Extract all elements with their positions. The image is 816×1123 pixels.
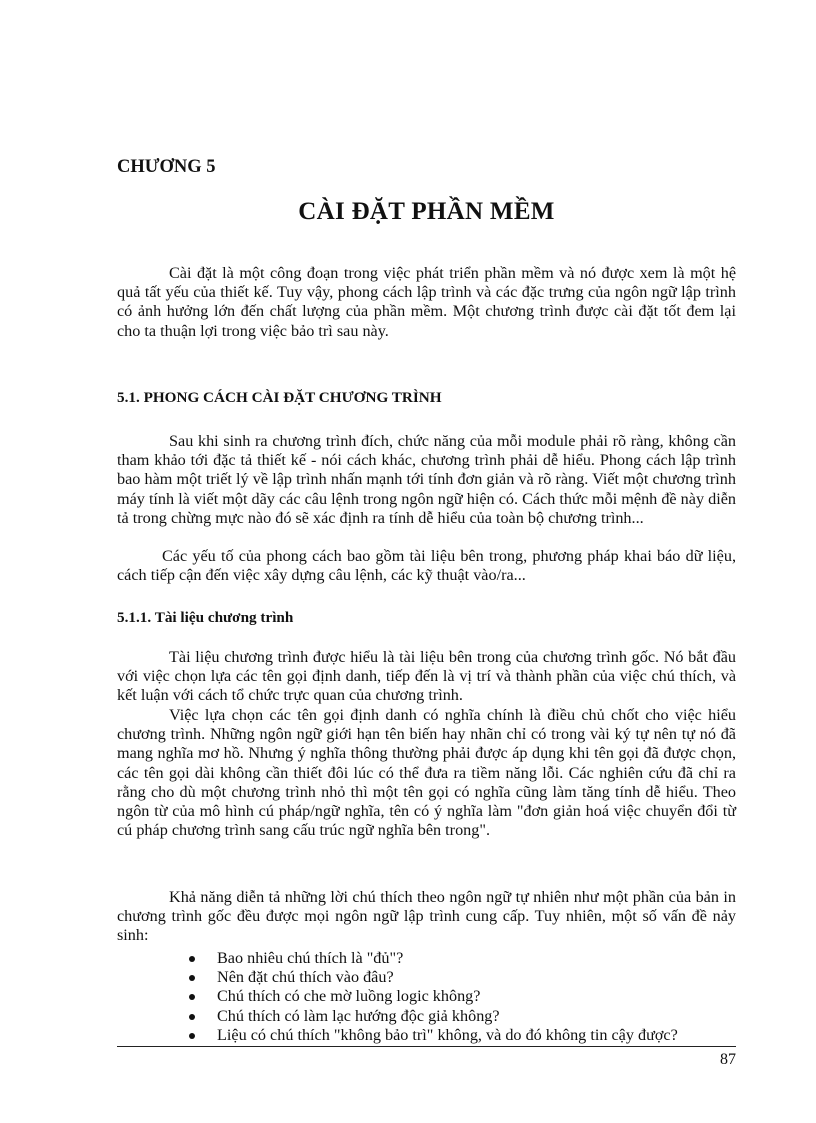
bullet-icon	[189, 994, 195, 1000]
list-item: Bao nhiêu chú thích là "đủ"?	[117, 949, 736, 968]
subsection-heading: 5.1.1. Tài liệu chương trình	[117, 609, 294, 626]
list-item: Nên đặt chú thích vào đâu?	[117, 968, 736, 987]
chapter-title: CÀI ĐẶT PHẦN MỀM	[298, 198, 555, 225]
bullet-icon	[189, 975, 195, 981]
list-item: Liệu có chú thích "không bảo trì" không, và do đó không tin cậy được?	[117, 1026, 736, 1045]
subsection-paragraph-2: Việc lựa chọn các tên gọi định danh có nghĩa chính là điều chủ chốt cho việc hiểu chương trình. Những ngôn ngữ giới hạn tên biến hay nhãn chỉ có trong vài ký tự nên tự nó đã mang nghĩa mơ hồ. Nhưng ý nghĩa thông thường phải được áp dụng khi tên gọi đã được chọn, các tên gọi dài không cần thiết đôi lúc có thể đưa ra tiềm năng lỗi. Các nghiên cứu đã chỉ ra rằng cho dù một chương trình nhỏ thì một tên gọi có nghĩa cũng làm tăng tính dễ hiểu. Theo ngôn từ của mô hình cú pháp/ngữ nghĩa, tên có ý nghĩa làm "đơn giản hoá việc chuyển đổi từ cú pháp chương trình sang cấu trúc ngữ nghĩa bên trong".	[117, 706, 736, 840]
section-paragraph-1: Sau khi sinh ra chương trình đích, chức năng của mỗi module phải rõ ràng, không cần tham khảo tới đặc tả thiết kế - nói cách khác, chương trình phải dễ hiểu. Phong cách lập trình bao hàm một triết lý về lập trình nhấn mạnh tới tính đơn giản và rõ ràng. Viết một chương trình máy tính là viết một dãy các câu lệnh trong ngôn ngữ hiện có. Cách thức mỗi mệnh đề này diễn tả trong chừng mực nào đó sẽ xác định ra tính dễ hiểu của toàn bộ chương trình...	[117, 432, 736, 527]
section-heading: 5.1. PHONG CÁCH CÀI ĐẶT CHƯƠNG TRÌNH	[117, 389, 442, 406]
page-number: 87	[720, 1051, 736, 1068]
intro-paragraph: Cài đặt là một công đoạn trong việc phát triển phần mềm và nó được xem là một hệ quả tất yếu của thiết kế. Tuy vậy, phong cách lập trình và các đặc trưng của ngôn ngữ lập trình có ảnh hưởng lớn đến chất lượng của phần mềm. Một chương trình được cài đặt tốt đem lại cho ta thuận lợi trong việc bảo trì sau này.	[117, 264, 736, 340]
bullet-icon	[189, 956, 195, 962]
subsection-paragraph-1: Tài liệu chương trình được hiểu là tài liệu bên trong của chương trình gốc. Nó bắt đầu với việc chọn lựa các tên gọi định danh, tiếp đến là vị trí và thành phần của việc chú thích, và kết luận với cách tổ chức trực quan của chương trình.	[117, 648, 736, 705]
chapter-label: CHƯƠNG 5	[117, 157, 216, 177]
footer-divider	[117, 1046, 736, 1047]
list-item: Chú thích có che mờ luồng logic không?	[117, 987, 736, 1006]
bullet-icon	[189, 1033, 195, 1039]
section-paragraph-2: Các yếu tố của phong cách bao gồm tài liệu bên trong, phương pháp khai báo dữ liệu, cách tiếp cận đến việc xây dựng câu lệnh, các kỹ thuật vào/ra...	[117, 547, 736, 585]
bullet-icon	[189, 1014, 195, 1020]
list-item: Chú thích có làm lạc hướng độc giả không?	[117, 1007, 736, 1026]
issue-list	[117, 949, 736, 1045]
subsection-paragraph-3: Khả năng diễn tả những lời chú thích theo ngôn ngữ tự nhiên như một phần của bản in chương trình gốc đều được mọi ngôn ngữ lập trình cung cấp. Tuy nhiên, một số vấn đề nảy sinh:	[117, 888, 736, 945]
